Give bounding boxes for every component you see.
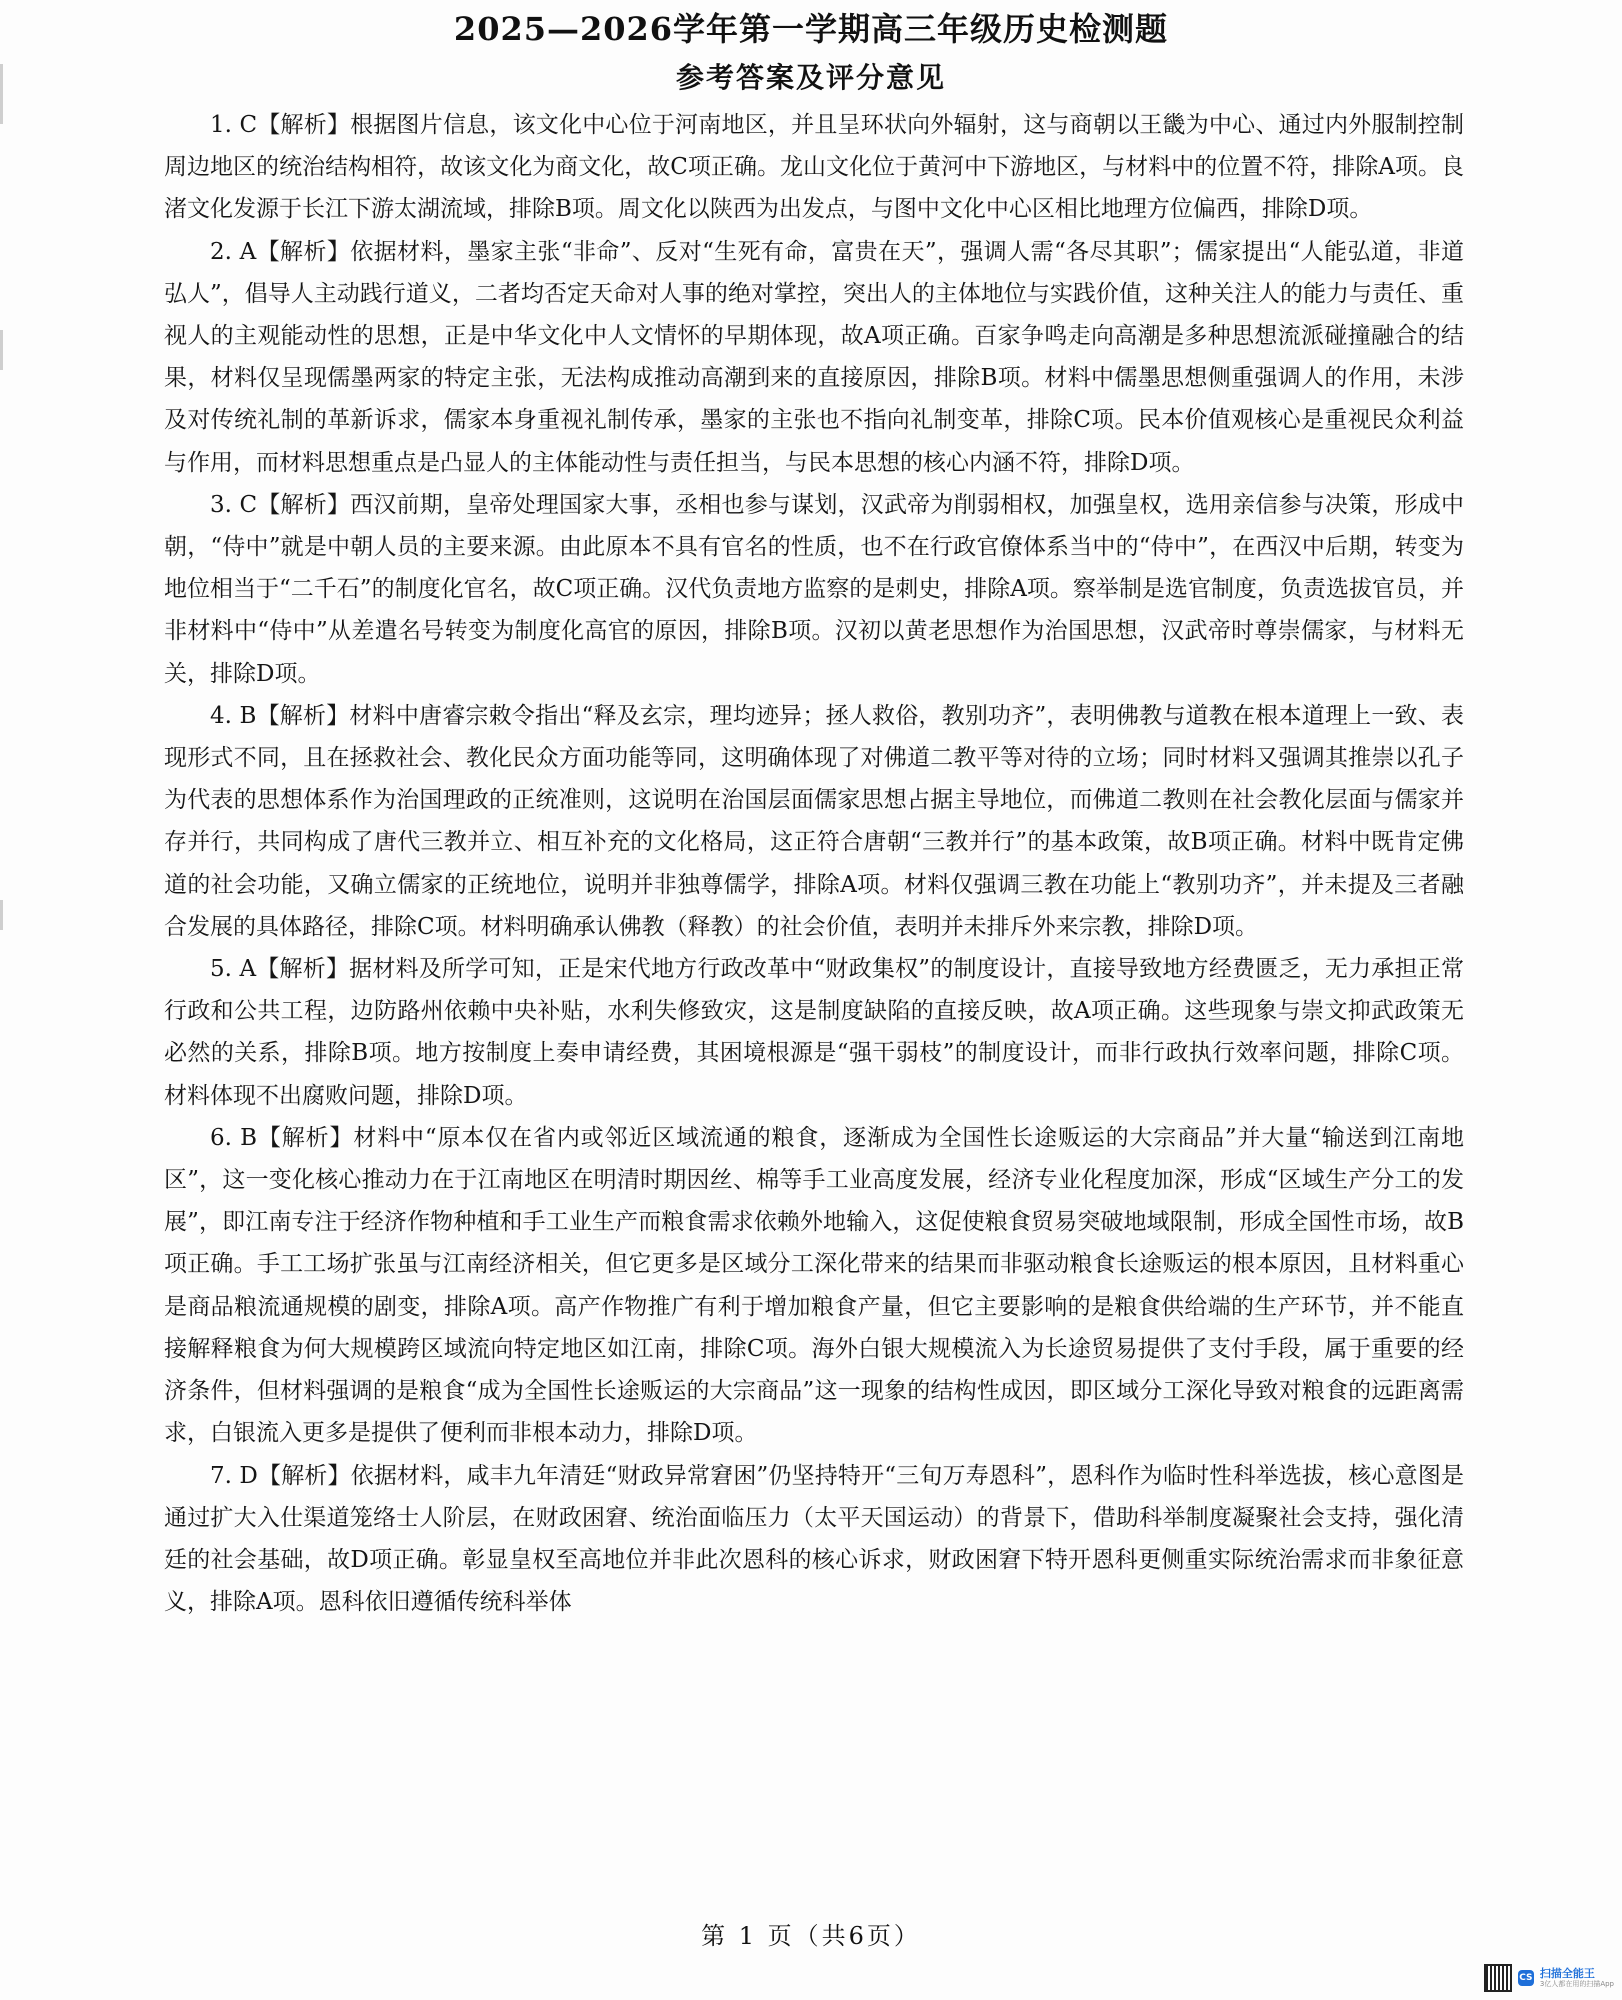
qr-code-icon — [1484, 1964, 1512, 1992]
answer-text: 西汉前期，皇帝处理国家大事，丞相也参与谋划，汉武帝为削弱相权，加强皇权，选用亲信参与决策，形成中朝，“侍中”就是中朝人员的主要来源。由此原本不具有官名的性质，也不在行政官僚体系当中的“侍中”，在西汉中后期，转变为地位相当于“二千石”的制度化官名，故C项正确。汉代负责地方监察的是刺史，排除A项。察举制是选官制度，负责选拔官员，并非材料中“侍中”从差遣名号转变为制度化高官的原因，排除B项。汉初以黄老思想作为治国思想，汉武帝时尊崇儒家，与材料无关，排除D项。 — [164, 491, 1465, 687]
answer-item-7 — [164, 1455, 1464, 1624]
answer-label: 6. B【解析】 — [210, 1124, 354, 1151]
answer-text: 材料中唐睿宗敕令指出“释及玄宗，理均迹异；拯人救俗，教别功齐”，表明佛教与道教在根本道理上一致、表现形式不同，且在拯救社会、教化民众方面功能等同，这明确体现了对佛道二教平等对待的立场；同时材料又强调其推崇以孔子为代表的思想体系作为治国理政的正统准则，这说明在治国层面儒家思想占据主导地位，而佛道二教则在社会教化层面与儒家并存并行，共同构成了唐代三教并立、相互补充的文化格局，这正符合唐朝“三教并行”的基本政策，故B项正确。材料中既肯定佛道的社会功能，又确立儒家的正统地位，说明并非独尊儒学，排除A项。材料仅强调三教在功能上“教别功齐”，并未提及三者融合发展的具体路径，排除C项。材料明确承认佛教（释教）的社会价值，表明并未排斥外来宗教，排除D项。 — [164, 702, 1464, 940]
page-subtitle: 参考答案及评分意见 — [675, 61, 946, 94]
answer-text: 材料中“原本仅在省内或邻近区域流通的粮食，逐渐成为全国性长途贩运的大宗商品”并大量“输送到江南地区”，这一变化核心推动力在于江南地区在明清时期因丝、棉等手工业高度发展，经济专业化程度加深，形成“区域生产分工的发展”，即江南专注于经济作物种植和手工业生产而粮食需求依赖外地输入，这促使粮食贸易突破地域限制，形成全国性市场，故B项正确。手工工场扩张虽与江南经济相关，但它更多是区域分工深化带来的结果而非驱动粮食长途贩运的根本原因，且材料重心是商品粮流通规模的剧变，排除A项。高产作物推广有利于增加粮食产量，但它主要影响的是粮食供给端的生产环节，并不能直接解释粮食为何大规模跨区域流向特定地区如江南，排除C项。海外白银大规模流入为长途贸易提供了支付手段，属于重要的经济条件，但材料强调的是粮食“成为全国性长途贩运的大宗商品”这一现象的结构性成因，即区域分工深化导致对粮食的远距离需求，白银流入更多是提供了便利而非根本动力，排除D项。 — [164, 1124, 1464, 1447]
answer-list — [164, 104, 1464, 1623]
answer-text: 据材料及所学可知，正是宋代地方行政改革中“财政集权”的制度设计，直接导致地方经费匮乏，无力承担正常行政和公共工程，边防路州依赖中央补贴，水利失修致灾，这是制度缺陷的直接反映，故A项正确。这些现象与崇文抑武政策无必然的关系，排除B项。地方按制度上奏申请经费，其困境根源是“强干弱枝”的制度设计，而非行政执行效率问题，排除C项。材料体现不出腐败问题，排除D项。 — [164, 956, 1464, 1109]
scan-edge-mark — [0, 330, 3, 370]
page-number: 第 1 页（共6页） — [701, 1922, 921, 1950]
answer-item-4 — [164, 695, 1464, 948]
answer-label: 2. A【解析】 — [210, 238, 351, 265]
scan-edge-mark — [0, 900, 3, 930]
scanner-logo-icon: CS — [1518, 1970, 1534, 1986]
page-title: 2025—2026学年第一学期高三年级历史检测题 — [453, 10, 1169, 48]
answer-text: 根据图片信息，该文化中心位于河南地区，并且呈环状向外辐射，这与商朝以王畿为中心、通过内外服制控制周边地区的统治结构相符，故该文化为商文化，故C项正确。龙山文化位于黄河中下游地区，与材料中的位置不符，排除A项。良渚文化发源于长江下游太湖流域，排除B项。周文化以陕西为出发点，与图中文化中心区相比地理方位偏西，排除D项。 — [164, 112, 1465, 223]
answer-label: 1. C【解析】 — [210, 112, 351, 138]
answer-label: 7. D【解析】 — [210, 1462, 351, 1489]
answer-text: 依据材料，咸丰九年清廷“财政异常窘困”仍坚持特开“三旬万寿恩科”，恩科作为临时性科举选拔，核心意图是通过扩大入仕渠道笼络士人阶层，在财政困窘、统治面临压力（太平天国运动）的背景下，借助科举制度凝聚社会支持，强化清廷的社会基础，故D项正确。彰显皇权至高地位并非此次恩科的核心诉求，财政困窘下特开恩科更侧重实际统治需求而非象征意义，排除A项。恩科依旧遵循传统科举体 — [164, 1462, 1464, 1616]
answer-item-1 — [164, 104, 1464, 231]
answer-item-6 — [164, 1117, 1464, 1455]
answer-item-2 — [164, 231, 1464, 484]
answer-item-3 — [164, 484, 1464, 695]
answer-item-5 — [164, 948, 1464, 1117]
watermark-name: 扫描全能王 — [1539, 1967, 1595, 1980]
answer-text: 依据材料，墨家主张“非命”、反对“生死有命，富贵在天”，强调人需“各尽其职”；儒家提出“人能弘道，非道弘人”，倡导人主动践行道义，二者均否定天命对人事的绝对掌控，突出人的主体地位与实践价值，这种关注人的能力与责任、重视人的主观能动性的思想，正是中华文化中人文情怀的早期体现，故A项正确。百家争鸣走向高潮是多种思想流派碰撞融合的结果，材料仅呈现儒墨两家的特定主张，无法构成推动高潮到来的直接原因，排除B项。材料中儒墨思想侧重强调人的作用，未涉及对传统礼制的革新诉求，儒家本身重视礼制传承，墨家的主张也不指向礼制变革，排除C项。民本价值观核心是重视民众利益与作用，而材料思想重点是凸显人的主体能动性与责任担当，与民本思想的核心内涵不符，排除D项。 — [164, 238, 1464, 476]
answer-label: 4. B【解析】 — [210, 702, 350, 729]
answer-label: 5. A【解析】 — [210, 956, 350, 983]
scanner-watermark — [1484, 1964, 1614, 1992]
watermark-tagline: 3亿人都在用的扫描App — [1539, 1980, 1614, 1988]
answer-label: 3. C【解析】 — [210, 491, 351, 518]
watermark-text — [1540, 1967, 1614, 1989]
